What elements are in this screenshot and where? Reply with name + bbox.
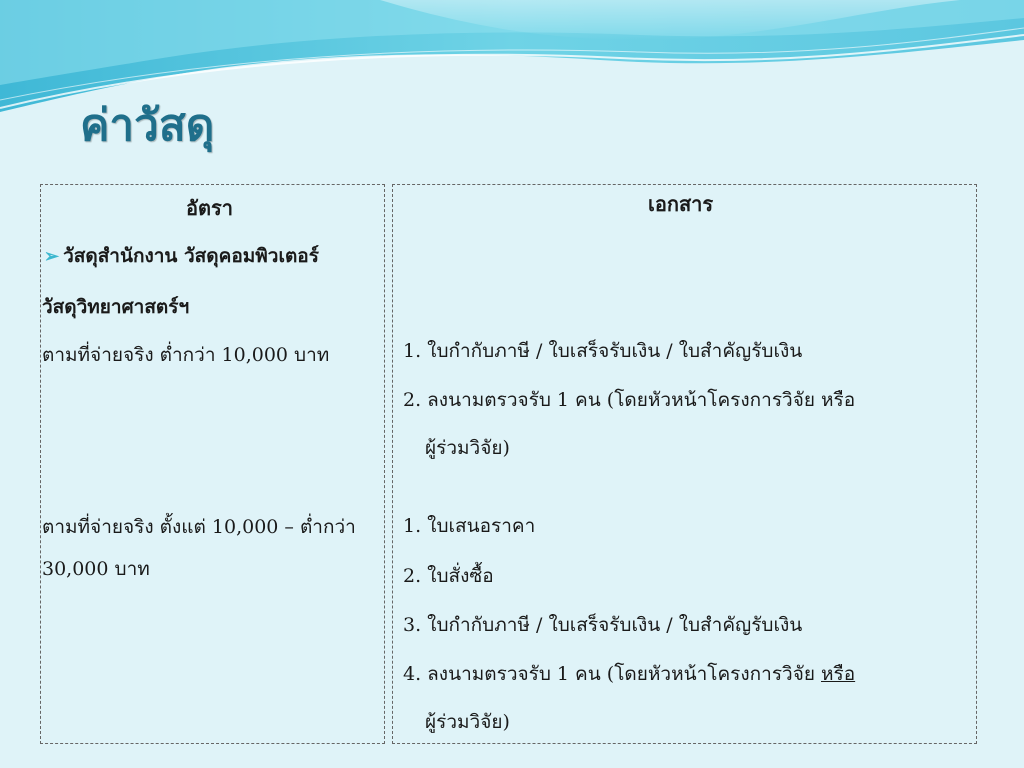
rate-tier-2-line1: ตามที่จ่ายจริง ตั้งแต่ 10,000 – ต่ำกว่า (42, 516, 356, 538)
doc-group2-item4-line2: ผู้ร่วมวิจัย) (425, 711, 510, 733)
doc-group1-item2-line2: ผู้ร่วมวิจัย) (425, 437, 510, 459)
material-types-line1: วัสดุสำนักงาน วัสดุคอมพิวเตอร์ (63, 245, 319, 267)
rate-column-box (40, 184, 385, 744)
doc-group2-item3: 3. ใบกำกับภาษี / ใบเสร็จรับเงิน / ใบสำคัญรับเงิน (403, 614, 803, 636)
rate-tier-2-line2: 30,000 บาท (42, 558, 150, 580)
doc-group2-item4-main: 4. ลงนามตรวจรับ 1 คน (โดยหัวหน้าโครงการวิจัย (403, 663, 821, 685)
doc-group1-item2-line1: 2. ลงนามตรวจรับ 1 คน (โดยหัวหน้าโครงการวิจัย หรือ (403, 389, 856, 411)
material-types-line2: วัสดุวิทยาศาสตร์ฯ (42, 296, 190, 318)
rate-column-header: อัตรา (186, 196, 233, 220)
doc-group2-item2: 2. ใบสั่งซื้อ (403, 565, 494, 587)
documents-column-box (392, 184, 977, 744)
doc-group2-item4-line1 (403, 663, 855, 686)
arrow-right-icon: ➢ (44, 246, 60, 267)
rate-tier-1: ตามที่จ่ายจริง ต่ำกว่า 10,000 บาท (42, 344, 330, 366)
doc-group2-item4-underlined: หรือ (821, 663, 856, 685)
doc-group1-item1: 1. ใบกำกับภาษี / ใบเสร็จรับเงิน / ใบสำคัญรับเงิน (403, 340, 803, 362)
documents-column-header: เอกสาร (648, 192, 714, 216)
slide-title: ค่าวัสดุ (80, 100, 215, 151)
doc-group2-item1: 1. ใบเสนอราคา (403, 515, 536, 537)
material-types-bullet (44, 245, 319, 268)
